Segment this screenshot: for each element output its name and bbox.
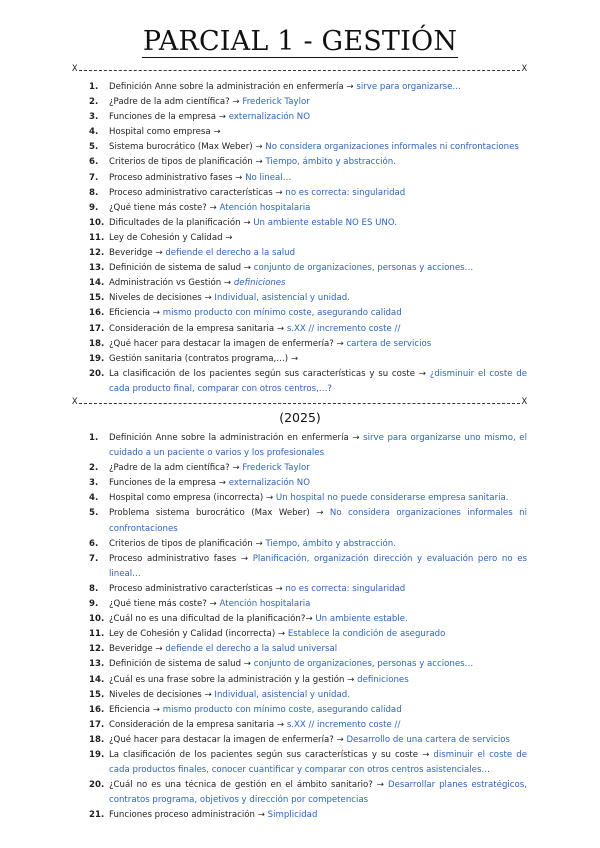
answer-text: defiende el derecho a la salud <box>165 248 296 259</box>
answer-text: no es correcta: singularidad <box>285 583 406 594</box>
list-item <box>0 186 527 201</box>
question-text: Funciones de la empresa → <box>109 112 226 123</box>
item-number: 3. <box>89 112 99 123</box>
list-item <box>0 506 527 536</box>
separator-left-mark: X <box>72 397 78 407</box>
list-item <box>0 140 527 155</box>
answer-text: No lineal… <box>245 172 292 183</box>
question-text: ¿Padre de la adm científica? → <box>109 463 240 474</box>
answer-text: Un ambiente estable. <box>315 614 408 625</box>
question-text: Criterios de tipos de planificación → <box>109 538 263 549</box>
answer-text: disminuir el coste de cada productos finales, conocer cuantificar y comparar con otros centros asistenciales… <box>109 749 528 776</box>
answer-text: ¿disminuir el coste de cada producto final, comparar con otros centros,…? <box>109 368 528 394</box>
item-number: 4. <box>89 127 99 138</box>
item-number: 5. <box>89 508 99 519</box>
answer-text: defiende el derecho a la salud universal <box>165 644 338 655</box>
separator-right-mark: X <box>521 64 527 74</box>
question-text: Ley de Cohesión y Calidad → <box>109 232 233 243</box>
item-number: 17. <box>89 323 105 334</box>
answer-text: Simplicidad <box>267 810 318 821</box>
answer-text: externalización NO <box>228 478 310 489</box>
item-number: 16. <box>89 704 105 715</box>
item-number: 4. <box>89 493 99 504</box>
list-item <box>0 367 527 397</box>
question-text: La clasificación de los pacientes según sus características y su coste → <box>109 368 426 379</box>
item-number: 1. <box>89 433 99 443</box>
list-item <box>0 552 527 582</box>
question-text: Consideración de la empresa sanitaria → <box>109 719 285 730</box>
question-text: Proceso administrativo características → <box>109 583 283 594</box>
item-number: 8. <box>89 583 99 594</box>
item-number: 21. <box>89 810 105 821</box>
page-title <box>0 26 600 58</box>
item-number: 15. <box>89 293 105 304</box>
separator-line <box>79 403 520 404</box>
question-text: Administración vs Gestión → <box>109 278 232 289</box>
item-number: 18. <box>89 338 105 349</box>
section-2025-heading: (2025) <box>279 410 321 425</box>
list-item <box>0 612 527 627</box>
answer-text: no es correcta: singularidad <box>285 187 406 198</box>
answer-text: Un hospital no puede considerarse empresa sanitaria. <box>275 493 509 504</box>
question-text: Funciones proceso administración → <box>109 810 265 821</box>
answer-text: Un ambiente estable NO ES UNO. <box>253 217 398 228</box>
question-text: Proceso administrativo características → <box>109 187 283 198</box>
list-item <box>0 808 527 823</box>
item-number: 13. <box>89 263 105 274</box>
list-item <box>0 201 527 216</box>
list-item <box>0 261 527 276</box>
answer-text: definiciones <box>233 278 286 289</box>
list-item <box>0 627 527 642</box>
item-number: 10. <box>89 614 105 625</box>
answer-text: Atención hospitalaria <box>219 599 311 610</box>
question-text: Definición de sistema de salud → <box>109 263 251 274</box>
question-text: Definición de sistema de salud → <box>109 659 251 670</box>
answer-text: Tiempo, ámbito y abstracción. <box>265 538 396 549</box>
list-item <box>0 597 527 612</box>
separator-middle <box>72 397 527 409</box>
question-text: Niveles de decisiones → <box>109 689 212 700</box>
list-item <box>0 537 527 552</box>
question-list-2025 <box>0 431 600 823</box>
list-item <box>0 642 527 657</box>
answer-text: mismo producto con mínimo coste, asegurando calidad <box>162 704 402 715</box>
page-title-text: PARCIAL 1 - GESTIÓN <box>142 26 458 57</box>
answer-text: Establece la condición de asegurado <box>287 629 446 640</box>
item-number: 7. <box>89 553 99 564</box>
question-text: Niveles de decisiones → <box>109 293 212 304</box>
list-item <box>0 276 527 291</box>
question-text: Sistema burocrático (Max Weber) → <box>109 142 263 153</box>
question-text: Eficiencia → <box>109 704 161 715</box>
list-item <box>0 246 527 261</box>
item-number: 17. <box>89 719 105 730</box>
list-item <box>0 733 527 748</box>
list-item <box>0 431 527 461</box>
list-item <box>0 582 527 597</box>
question-text: ¿Padre de la adm científica? → <box>109 97 240 108</box>
answer-text: conjunto de organizaciones, personas y acciones… <box>253 263 474 274</box>
item-number: 12. <box>89 248 105 259</box>
answer-text: Individual, asistencial y unidad. <box>214 689 350 700</box>
item-number: 20. <box>89 780 105 791</box>
list-item <box>0 231 527 246</box>
list-item <box>0 748 527 778</box>
separator-right-mark: X <box>521 397 527 407</box>
question-text: Funciones de la empresa → <box>109 478 226 489</box>
item-number: 3. <box>89 478 99 489</box>
list-item <box>0 718 527 733</box>
separator-left-mark: X <box>72 64 78 74</box>
list-item <box>0 322 527 337</box>
answer-text: cartera de servicios <box>346 338 432 349</box>
question-text: Consideración de la empresa sanitaria → <box>109 323 285 334</box>
item-number: 20. <box>89 368 105 379</box>
question-text: Hospital como empresa → <box>109 127 221 138</box>
question-text: Problema sistema burocrático (Max Weber) → <box>109 508 324 519</box>
question-text: ¿Qué tiene más coste? → <box>109 599 217 610</box>
answer-text: Desarrollar planes estratégicos, contratos programa, objetivos y dirección por competencias <box>109 780 527 806</box>
item-number: 16. <box>89 308 105 319</box>
answer-text: Planificación, organización dirección y evaluación pero no es lineal… <box>109 553 528 579</box>
question-text: Hospital como empresa (incorrecta) → <box>109 493 274 504</box>
answer-text: mismo producto con mínimo coste, asegurando calidad <box>162 308 402 319</box>
answer-text: No considera organizaciones informales ni confrontaciones <box>265 142 519 153</box>
item-number: 8. <box>89 187 99 198</box>
item-number: 6. <box>89 538 99 549</box>
item-number: 5. <box>89 142 99 153</box>
answer-text: Frederick Taylor <box>242 463 310 474</box>
answer-text: No considera organizaciones informales ni confrontaciones <box>109 508 527 534</box>
answer-text: s.XX // incremento coste // <box>286 719 401 730</box>
item-number: 2. <box>89 463 99 474</box>
item-number: 14. <box>89 674 105 685</box>
list-item <box>0 306 527 321</box>
question-text: ¿Cuál es una frase sobre la administración y la gestión → <box>109 674 355 685</box>
item-number: 18. <box>89 734 105 745</box>
question-text: ¿Cuál no es una técnica de gestión en el ámbito sanitario? → <box>109 780 384 791</box>
question-text: Gestión sanitaria (contratos programa,…) → <box>109 353 299 364</box>
answer-text: definiciones <box>357 674 409 685</box>
item-number: 2. <box>89 97 99 108</box>
question-text: ¿Qué tiene más coste? → <box>109 202 217 213</box>
list-item <box>0 461 527 476</box>
question-text: Eficiencia → <box>109 308 161 319</box>
list-item <box>0 155 527 170</box>
list-item <box>0 657 527 672</box>
separator-line <box>79 70 520 71</box>
question-text: Dificultades de la planificación → <box>109 217 251 228</box>
list-item <box>0 352 527 367</box>
item-number: 12. <box>89 644 105 655</box>
answer-text: sirve para organizarse uno mismo, el cuidado a un paciente o varios y los profesionales <box>109 433 527 459</box>
question-text: ¿Qué hacer para destacar la imagen de enfermería? → <box>109 734 344 745</box>
list-item <box>0 216 527 231</box>
list-item <box>0 95 527 110</box>
list-item <box>0 291 527 306</box>
item-number: 7. <box>89 172 99 183</box>
item-number: 11. <box>89 232 105 243</box>
list-item <box>0 125 527 140</box>
answer-text: sirve para organizarse… <box>356 82 461 92</box>
item-number: 6. <box>89 157 99 168</box>
question-text: Definición Anne sobre la administración en enfermería → <box>109 82 354 92</box>
answer-text: externalización NO <box>228 112 310 123</box>
answer-text: Desarrollo de una cartera de servicios <box>346 734 511 745</box>
list-item <box>0 337 527 352</box>
answer-text: Tiempo, ámbito y abstracción. <box>265 157 396 168</box>
question-text: La clasificación de los pacientes según sus características y su coste → <box>109 749 430 760</box>
item-number: 15. <box>89 689 105 700</box>
item-number: 13. <box>89 659 105 670</box>
list-item <box>0 673 527 688</box>
list-item <box>0 476 527 491</box>
question-list-1 <box>0 80 600 397</box>
question-text: Criterios de tipos de planificación → <box>109 157 263 168</box>
question-text: Beveridge → <box>109 248 163 259</box>
item-number: 11. <box>89 629 105 640</box>
question-text: Proceso administrativo fases → <box>109 553 249 564</box>
question-text: ¿Cuál no es una dificultad de la planificación?→ <box>109 614 313 625</box>
answer-text: conjunto de organizaciones, personas y acciones… <box>253 659 474 670</box>
list-item <box>0 778 527 808</box>
answer-text: Atención hospitalaria <box>219 202 311 213</box>
list-item <box>0 80 527 95</box>
list-item <box>0 703 527 718</box>
question-text: Beveridge → <box>109 644 163 655</box>
answer-text: Individual, asistencial y unidad. <box>214 293 350 304</box>
item-number: 9. <box>89 202 99 213</box>
question-text: Definición Anne sobre la administración en enfermería → <box>109 433 360 443</box>
answer-text: Frederick Taylor <box>242 97 310 108</box>
answer-text: s.XX // incremento coste // <box>286 323 401 334</box>
list-item <box>0 688 527 703</box>
item-number: 19. <box>89 749 105 760</box>
question-text: Proceso administrativo fases → <box>109 172 243 183</box>
item-number: 19. <box>89 353 105 364</box>
list-item <box>0 491 527 506</box>
item-number: 14. <box>89 278 105 289</box>
question-text: ¿Qué hacer para destacar la imagen de enfermería? → <box>109 338 344 349</box>
item-number: 9. <box>89 599 99 610</box>
list-item <box>0 110 527 125</box>
question-text: Ley de Cohesión y Calidad (incorrecta) → <box>109 629 286 640</box>
item-number: 1. <box>89 82 99 92</box>
separator-top <box>72 64 527 76</box>
item-number: 10. <box>89 217 105 228</box>
list-item <box>0 171 527 186</box>
